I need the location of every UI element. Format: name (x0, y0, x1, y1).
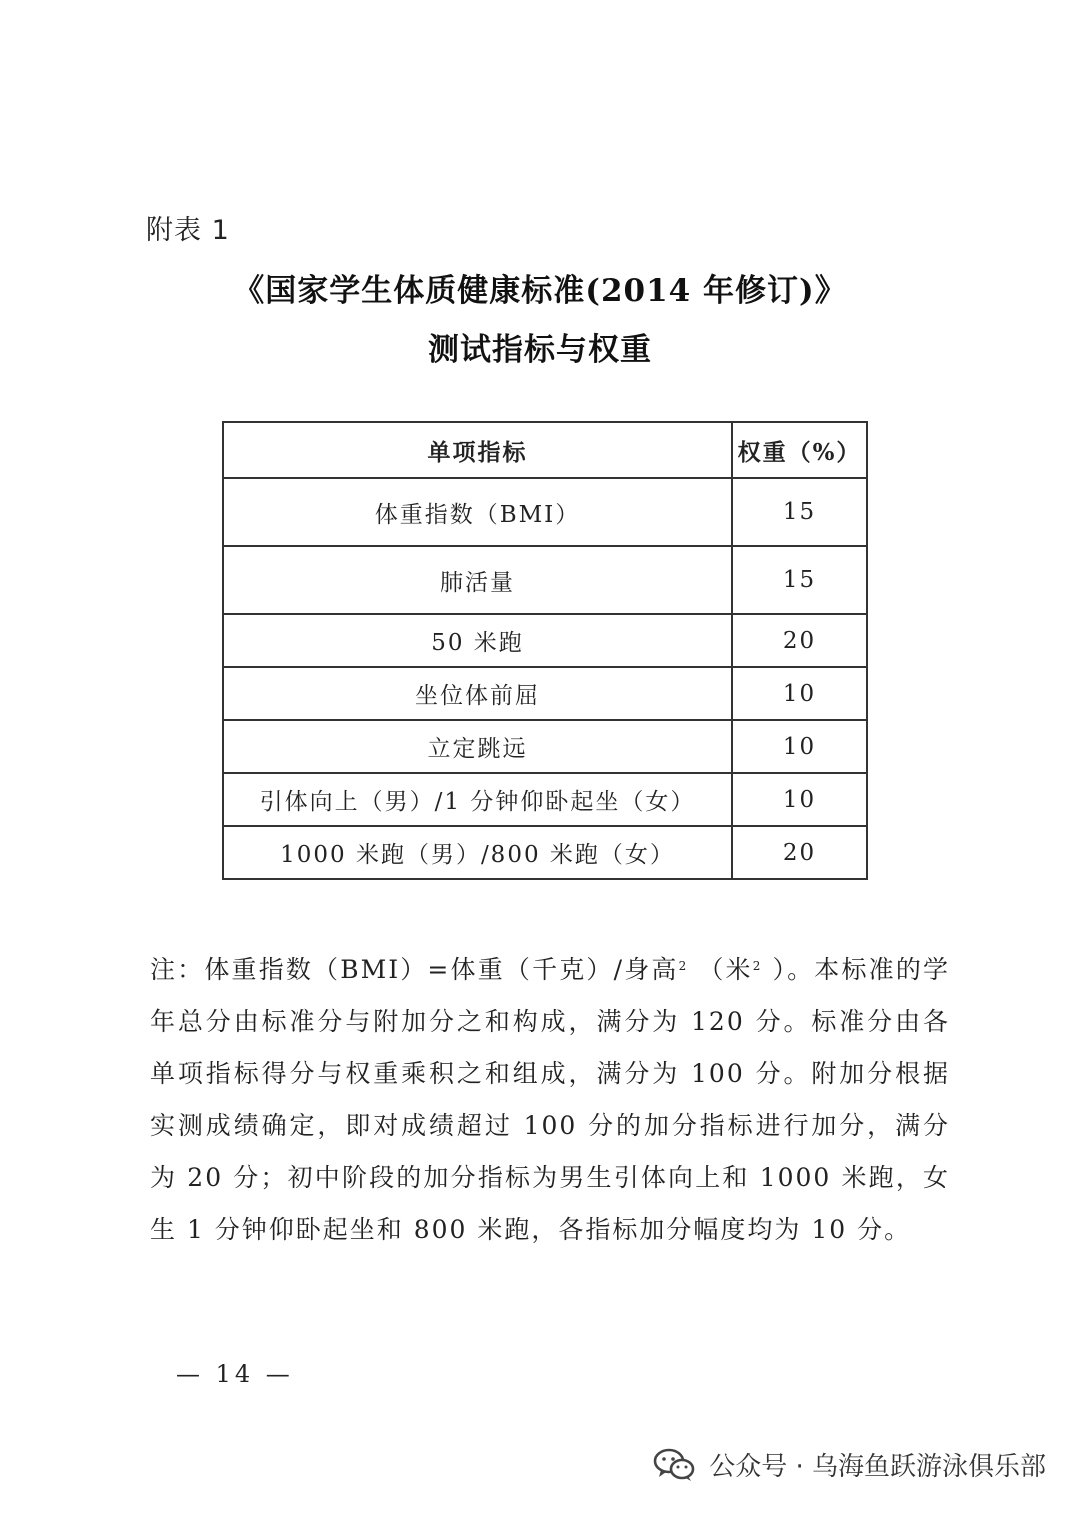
note-text-2: （米 (688, 955, 753, 984)
document-title: 《国家学生体质健康标准(2014 年修订)》 (233, 273, 847, 309)
indicator-cell: 体重指数（BMI） (223, 478, 732, 546)
indicator-cell: 引体向上（男）/1 分钟仰卧起坐（女） (223, 773, 732, 826)
table-row (223, 478, 867, 546)
weight-cell: 20 (732, 826, 867, 879)
indicator-cell: 肺活量 (223, 546, 732, 614)
indicator-cell: 1000 米跑（男）/800 米跑（女） (223, 826, 732, 879)
note-superscript-1: 2 (678, 959, 689, 973)
note-paragraph (150, 940, 950, 1256)
document-subtitle: 测试指标与权重 (428, 332, 652, 368)
table-row (223, 773, 867, 826)
note-superscript-2: 2 (752, 959, 763, 973)
table-header-row (223, 422, 867, 478)
indicator-cell: 50 米跑 (223, 614, 732, 667)
weight-cell: 15 (732, 546, 867, 614)
weight-cell: 10 (732, 667, 867, 720)
weight-cell: 10 (732, 773, 867, 826)
table-row (223, 667, 867, 720)
wechat-icon (653, 1447, 697, 1483)
weight-cell: 20 (732, 614, 867, 667)
table-row (223, 720, 867, 773)
table-row (223, 546, 867, 614)
annex-label: 附表 1 (146, 215, 230, 246)
header-indicator: 单项指标 (223, 422, 732, 478)
weight-cell: 15 (732, 478, 867, 546)
note-text-3: ）。本标准的学年总分由标准分与附加分之和构成，满分为 120 分。标准分由各单项指标得分与权重乘积之和组成，满分为 100 分。附加分根据实测成绩确定，即对成绩超过 100 分的加分指标进行加分，满分为 20 分；初中阶段的加分指标为男生引体向上和 1000 米跑，女生 1 分钟仰卧起坐和 800 米跑，各指标加分幅度均为 10 分。 (150, 955, 951, 1244)
page-number: — 14 — (176, 1360, 294, 1388)
table-row (223, 826, 867, 879)
weights-table (222, 421, 868, 880)
watermark-text: 公众号 · 乌海鱼跃游泳俱乐部 (709, 1452, 1046, 1482)
weight-cell: 10 (732, 720, 867, 773)
indicator-cell: 立定跳远 (223, 720, 732, 773)
note-text-1: 注：体重指数（BMI）=体重（千克）/身高 (150, 955, 679, 984)
table-row (223, 614, 867, 667)
header-weight: 权重（%） (732, 422, 867, 478)
indicator-cell: 坐位体前屈 (223, 667, 732, 720)
watermark (653, 1446, 1046, 1483)
